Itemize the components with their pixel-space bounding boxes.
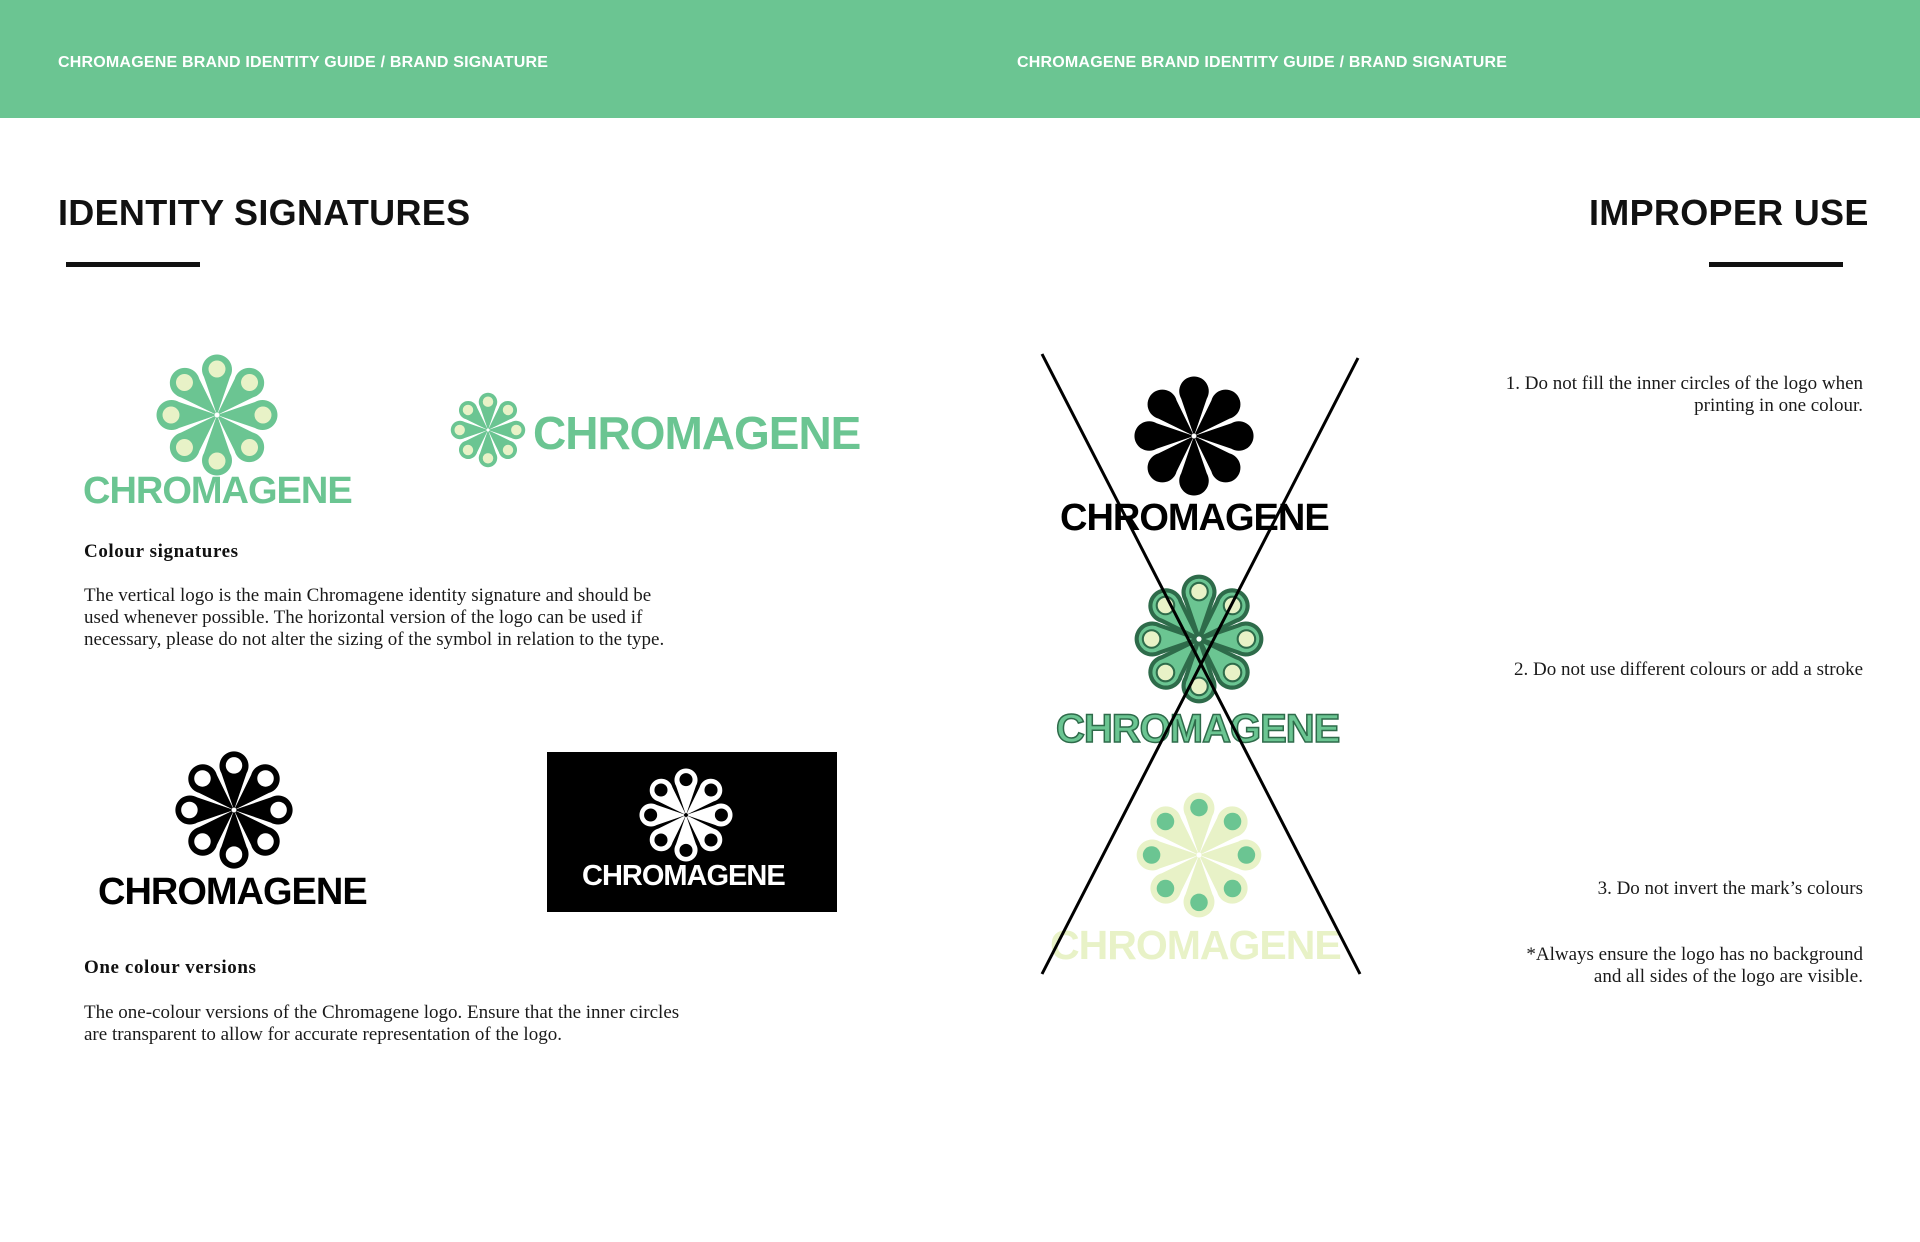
improper-rule-3: 3. Do not invert the mark’s colours — [1597, 878, 1863, 899]
vertical-colour-logo-wordmark: CHROMAGENE — [83, 470, 352, 512]
breadcrumb-left: CHROMAGENE BRAND IDENTITY GUIDE / BRAND SIGNATURE — [58, 54, 549, 71]
black-logo-wordmark: CHROMAGENE — [98, 871, 367, 913]
reversed-logo-mark — [636, 765, 736, 865]
improper-cross-mark — [1038, 350, 1368, 980]
heading-underline-left — [66, 262, 200, 267]
improper-inverted-wordmark: CHROMAGENE — [1050, 922, 1341, 968]
colour-signatures-title: Colour signatures — [84, 541, 239, 562]
breadcrumb-right: CHROMAGENE BRAND IDENTITY GUIDE / BRAND SIGNATURE — [1017, 54, 1508, 71]
black-logo-mark — [171, 747, 297, 873]
improper-rule-2: 2. Do not use different colours or add a stroke — [1514, 659, 1863, 680]
improper-stroked-wordmark: CHROMAGENE — [1056, 707, 1340, 751]
vertical-colour-logo-mark — [152, 350, 282, 480]
header-band — [0, 0, 1920, 118]
horizontal-colour-logo-mark — [448, 390, 528, 470]
horizontal-colour-logo-wordmark: CHROMAGENE — [533, 407, 861, 459]
one-colour-versions-body: The one-colour versions of the Chromagene logo. Ensure that the inner circles are transparent to allow for accurate representation of the logo. — [84, 1002, 680, 1045]
improper-use-heading: IMPROPER USE — [1589, 192, 1869, 233]
colour-signatures-body: The vertical logo is the main Chromagene identity signature and should be used whenever possible. The horizontal version of the logo can be used if necessary, please do not alter the sizing of the symbol in relation to the type. — [84, 585, 665, 650]
identity-signatures-heading: IDENTITY SIGNATURES — [58, 192, 471, 233]
reversed-logo-wordmark: CHROMAGENE — [582, 860, 785, 892]
improper-filled-black-wordmark: CHROMAGENE — [1060, 497, 1329, 539]
one-colour-versions-title: One colour versions — [84, 957, 257, 978]
heading-underline-right — [1709, 262, 1843, 267]
improper-rule-note: *Always ensure the logo has no background and all sides of the logo are visible. — [1526, 944, 1863, 987]
improper-rule-1: 1. Do not fill the inner circles of the logo when printing in one colour. — [1505, 373, 1863, 416]
